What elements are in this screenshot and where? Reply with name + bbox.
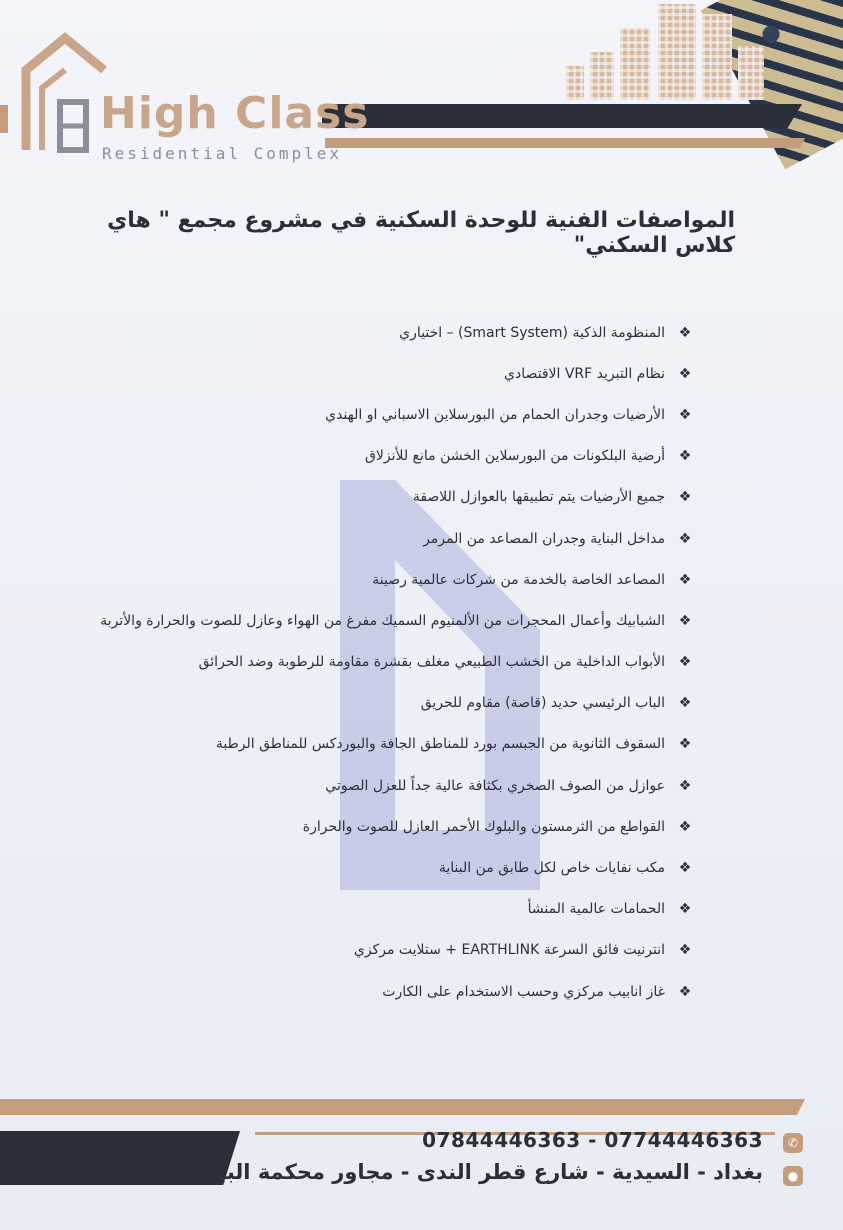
diamond-bullet-icon: ❖ xyxy=(678,860,692,877)
header-edge-mark xyxy=(0,105,8,133)
diamond-bullet-icon: ❖ xyxy=(678,818,692,835)
diamond-bullet-icon: ❖ xyxy=(678,324,692,341)
diamond-bullet-icon: ❖ xyxy=(678,448,692,465)
spec-text: جميع الأرضيات يتم تطبيقها بالعوازل اللاصقة xyxy=(412,489,665,506)
brand-tagline: Residential Complex xyxy=(102,144,343,163)
document-title: المواصفات الفنية للوحدة السكنية في مشروع مجمع " هاي كلاس السكني" xyxy=(107,208,735,258)
spec-item xyxy=(53,518,693,559)
address-text: بغداد - السيدية - شارع قطر الندى - مجاور محكمة البياع xyxy=(196,1160,763,1184)
diamond-bullet-icon: ❖ xyxy=(678,695,692,712)
spec-text: أرضية البلكونات من البورسلاين الخشن مانع للأنزلاق xyxy=(365,448,665,465)
spec-text: الأبواب الداخلية من الخشب الطبيعي مغلف بقشرة مقاومة للرطوبة وضد الحرائق xyxy=(198,654,665,671)
diamond-bullet-icon: ❖ xyxy=(678,901,692,918)
phone-icon: ✆ xyxy=(783,1133,803,1153)
spec-item xyxy=(53,889,693,930)
spec-text: الباب الرئيسي حديد (قاصة) مقاوم للحريق xyxy=(420,695,665,712)
spec-item xyxy=(53,436,693,477)
spec-item xyxy=(53,353,693,394)
spec-text: عوازل من الصوف الصخري بكثافة عالية جداً للعزل الصوتي xyxy=(325,777,665,794)
spec-text: القواطع من الثرمستون والبلوك الأحمر العازل للصوت والحرارة xyxy=(302,818,665,835)
header-dark-stripe xyxy=(322,104,802,128)
spec-text: الأرضيات وجدران الحمام من البورسلاين الاسباني او الهندي xyxy=(325,406,665,423)
spec-item xyxy=(53,600,693,641)
diamond-bullet-icon: ❖ xyxy=(678,406,692,423)
spec-item xyxy=(53,477,693,518)
spec-text: مكب نفايات خاص لكل طابق من البناية xyxy=(438,860,665,877)
spec-item xyxy=(53,724,693,765)
phone-numbers[interactable]: 07844446363 - 07744446363 xyxy=(422,1128,763,1152)
diamond-bullet-icon: ❖ xyxy=(678,489,692,506)
spec-text: المنظومة الذكية (Smart System) – اختياري xyxy=(399,324,665,341)
spec-item xyxy=(53,559,693,600)
location-pin-icon: ● xyxy=(783,1166,803,1186)
skyline-graphic xyxy=(560,0,790,100)
spec-text: السقوف الثانوية من الجبسم بورد للمناطق الجافة والبوردكس للمناطق الرطبة xyxy=(215,736,665,753)
diamond-bullet-icon: ❖ xyxy=(678,365,692,382)
spec-item xyxy=(53,394,693,435)
spec-text: انترنيت فائق السرعة EARTHLINK + ستلايت مركزي xyxy=(353,942,665,959)
spec-text: غاز انابيب مركزي وحسب الاستخدام على الكارت xyxy=(382,983,665,1000)
diamond-bullet-icon: ❖ xyxy=(678,983,692,1000)
spec-item xyxy=(53,312,693,353)
spec-item xyxy=(53,765,693,806)
diamond-bullet-icon: ❖ xyxy=(678,942,692,959)
spec-item xyxy=(53,847,693,888)
diamond-bullet-icon: ❖ xyxy=(678,736,692,753)
spec-item xyxy=(53,971,693,1012)
spec-text: نظام التبريد VRF الاقتصادي xyxy=(504,365,665,382)
diamond-bullet-icon: ❖ xyxy=(678,530,692,547)
diamond-bullet-icon: ❖ xyxy=(678,612,692,629)
spec-text: مداخل البناية وجدران المصاعد من المرمر xyxy=(423,530,665,547)
header-tan-stripe xyxy=(325,138,805,148)
diamond-bullet-icon: ❖ xyxy=(678,571,692,588)
diamond-bullet-icon: ❖ xyxy=(678,654,692,671)
spec-item xyxy=(53,683,693,724)
footer-tan-stripe xyxy=(0,1099,805,1115)
spec-list xyxy=(53,312,693,1012)
brand-name: High Class xyxy=(100,88,370,139)
house-logo-icon xyxy=(20,30,110,170)
diamond-bullet-icon: ❖ xyxy=(678,777,692,794)
spec-text: المصاعد الخاصة بالخدمة من شركات عالمية رصينة xyxy=(372,571,665,588)
spec-text: الشبابيك وأعمال المحجرات من الألمنيوم السميك مفرغ من الهواء وعازل للصوت والحرارة والأتربة xyxy=(100,612,665,629)
spec-item xyxy=(53,642,693,683)
spec-item xyxy=(53,806,693,847)
spec-item xyxy=(53,930,693,971)
spec-text: الحمامات عالمية المنشأ xyxy=(527,901,665,918)
